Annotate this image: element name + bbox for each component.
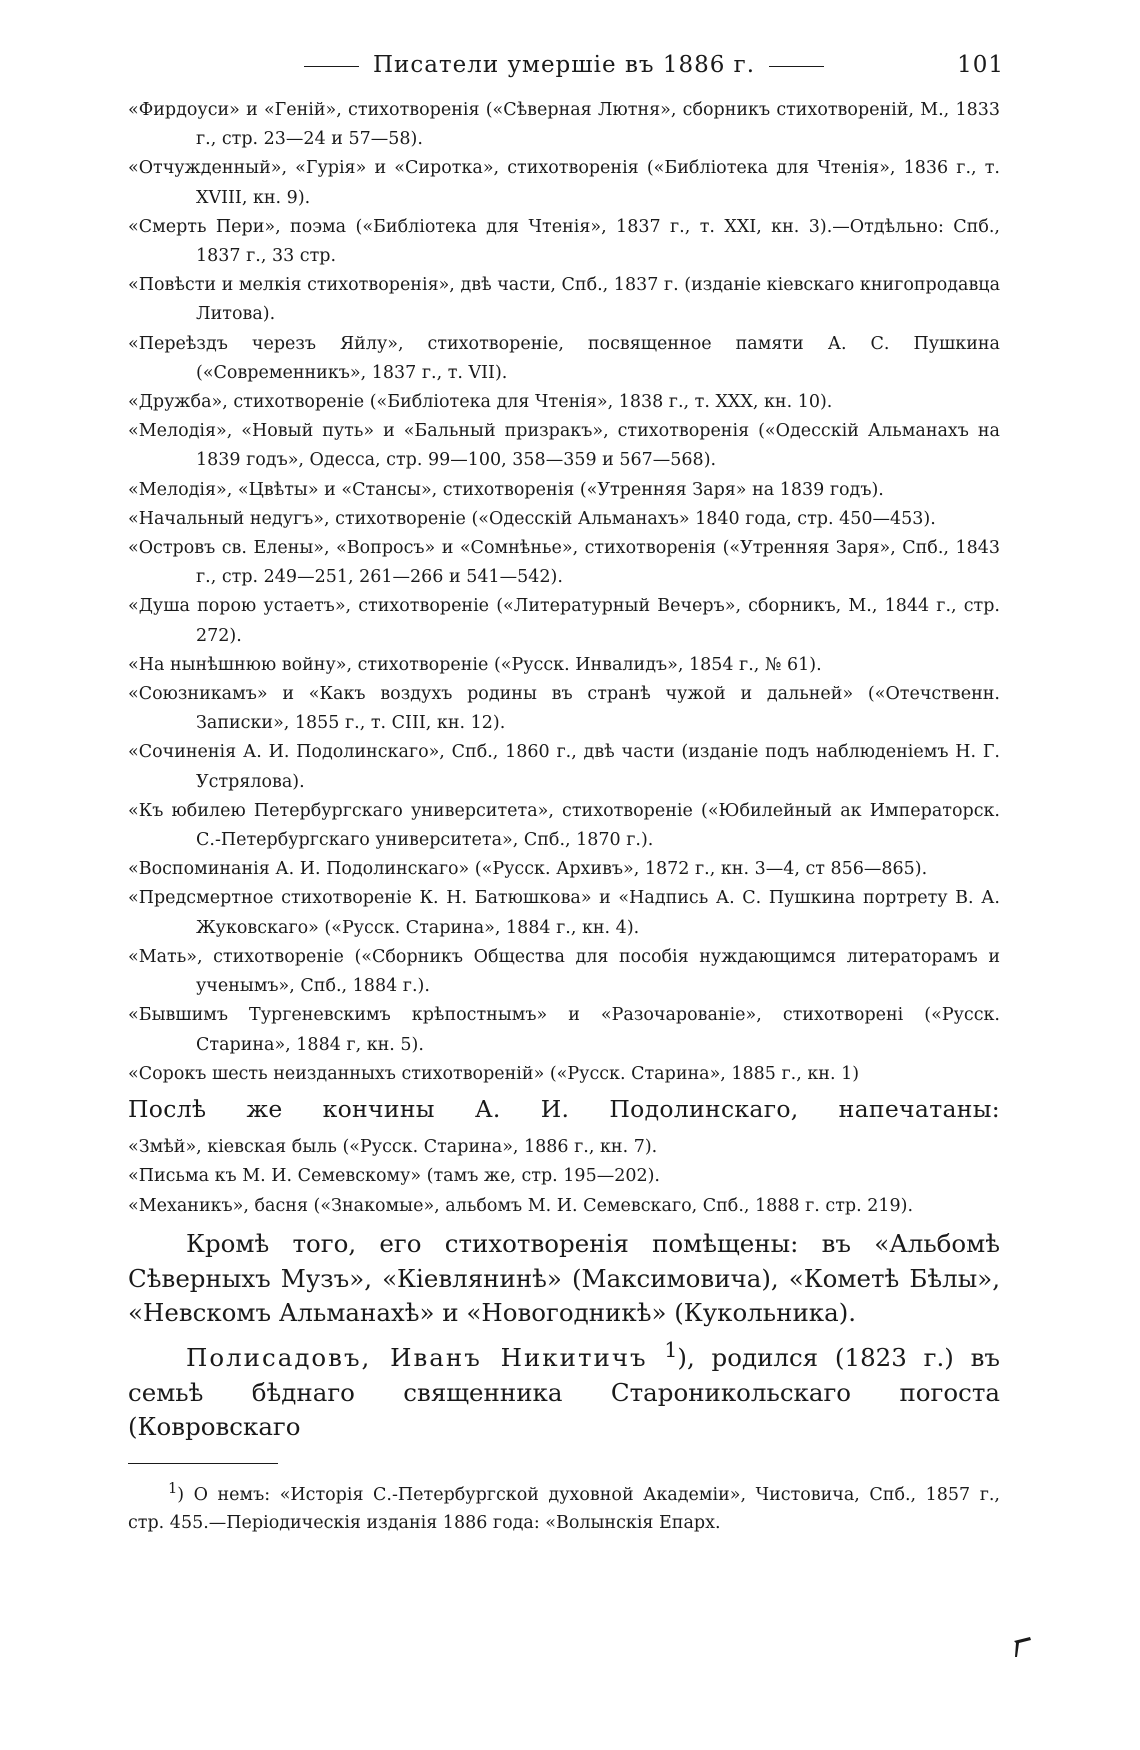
bibliography-entry: «Воспоминанія А. И. Подолинскаго» («Русск. Архивъ», 1872 г., кн. 3—4, ст 856—865). (128, 859, 928, 880)
posthumous-list (128, 1133, 1000, 1222)
footnote-marker: 1 (168, 1479, 178, 1497)
bibliography-entry: «Механикъ», басня («Знакомые», альбомъ М. И. Семевскаго, Спб., 1888 г. стр. 219). (128, 1195, 914, 1216)
footnote-text: ) О немъ: «Исторія С.-Петербургской духовной Академіи», Чистовича, Спб., 1857 г., стр. 455.—Періодическія изданія 1886 года: «Волынскія Епарх. (128, 1484, 1000, 1534)
bibliography-entry: «Союзникамъ» и «Какъ воздухъ родины въ странѣ чужой и дальней» («Отечственн. Записки», 1855 г., т. CIII, кн. 12). (128, 684, 1000, 734)
bibliography-entry: «Змѣй», кіевская быль («Русск. Старина», 1886 г., кн. 7). (128, 1136, 658, 1157)
paragraph-additional-publications: Кромѣ того, его стихотворенія помѣщены: въ «Альбомѣ Сѣверныхъ Музъ», «Кіевлянинѣ» (Максимовича), «Кометѣ Бѣлы», «Невскомъ Альманахѣ» и «Новогодникѣ» (Кукольника). (128, 1229, 1000, 1328)
bibliography-entry: «Островъ св. Елены», «Вопросъ» и «Сомнѣнье», стихотворенія («Утренняя Заря», Спб., 1843 г., стр. 249—251, 261—266 и 541—542). (128, 538, 1000, 588)
footnote (128, 1474, 1000, 1539)
bibliography-entry: «Сочиненія А. И. Подолинскаго», Спб., 1860 г., двѣ части (изданіе подъ наблюденіемъ Н. Г. Устрялова). (128, 742, 1000, 792)
ink-blot-mark (1010, 1631, 1032, 1659)
running-header (128, 52, 1004, 92)
bibliography-entry: «Мать», стихотвореніе («Сборникъ Общества для пособія нуждающимся литераторамъ и ученымъ», Спб., 1884 г.). (128, 946, 1000, 997)
bibliography-entry: «Повѣсти и мелкія стихотворенія», двѣ части, Спб., 1837 г. (изданіе кіевскаго книгопродавца Литова). (128, 275, 1000, 325)
footnote-divider (128, 1463, 278, 1464)
bibliography-entry: «Къ юбилею Петербургскаго университета», стихотвореніе («Юбилейный ак Императорск. С.-Петербургскаго университета», Спб., 1870 г.). (128, 800, 1000, 851)
bibliography-list (128, 96, 1000, 1089)
bibliography-entry: «Смерть Пери», поэма («Библіотека для Чтенія», 1837 г., т. XXI, кн. 3).—Отдѣльно: Спб., 1837 г., 33 стр. (128, 216, 1000, 267)
footnote-reference[interactable]: 1 (664, 1337, 678, 1362)
bibliography-entry: «Переѣздъ черезъ Яйлу», стихотвореніе, посвященное памяти А. С. Пушкина («Современникъ», 1837 г., т. VII). (128, 333, 1000, 383)
bibliography-entry: «Отчужденный», «Гурія» и «Сиротка», стихотворенія («Библіотека для Чтенія», 1836 г., т. XVIII, кн. 9). (128, 158, 1000, 208)
bibliography-entry: «Мелодія», «Цвѣты» и «Стансы», стихотворенія («Утренняя Заря» на 1839 годъ). (128, 479, 884, 500)
person-name: Полисадовъ, Иванъ Никитичъ (186, 1343, 648, 1373)
page-number: 101 (957, 52, 1004, 78)
bibliography-entry: «Мелодія», «Новый путь» и «Бальный призракъ», стихотворенія («Одесскій Альманахъ на 1839 годъ», Одесса, стр. 99—100, 358—359 и 567—568). (128, 421, 1000, 471)
bibliography-entry: «Начальный недугъ», стихотвореніе («Одесскій Альманахъ» 1840 года, стр. 450—453). (128, 508, 936, 529)
bibliography-entry: «Дружба», стихотвореніе («Библіотека для Чтенія», 1838 г., т. XXX, кн. 10). (128, 392, 833, 413)
bibliography-entry: «Сорокъ шесть неизданныхъ стихотвореній» («Русск. Старина», 1885 г., кн. 1) (128, 1063, 860, 1084)
bibliography-entry: «Бывшимъ Тургеневскимъ крѣпостнымъ» и «Разочарованіе», стихотворені («Русск. Старина», 1884 г, кн. 5). (128, 1005, 1000, 1055)
bibliography-entry: «Предсмертное стихотвореніе К. Н. Батюшкова» и «Надпись А. С. Пушкина портрету В. А. Жуковскаго» («Русск. Старина», 1884 г., кн. 4). (128, 888, 1000, 938)
bibliography-entry: «Душа порою устаетъ», стихотвореніе («Литературный Вечеръ», сборникъ, М., 1844 г., стр. 272). (128, 596, 1000, 646)
header-rule-left (304, 66, 359, 67)
bibliography-entry: «На нынѣшнюю войну», стихотвореніе («Русск. Инвалидъ», 1854 г., № 61). (128, 654, 822, 675)
header-rule-right (769, 66, 824, 67)
paragraph-text: ), родился (1823 г.) въ семьѣ бѣднаго священника Староникольскаго погоста (Ковровскаго (128, 1343, 1000, 1442)
bibliography-entry: «Фирдоуси» и «Геній», стихотворенія («Сѣверная Лютня», сборникъ стихотвореній, М., 1833 г., стр. 23—24 и 57—58). (128, 100, 1000, 150)
paragraph-polisadov (128, 1333, 1000, 1445)
bibliography-entry: «Письма къ М. И. Семевскому» (тамъ же, стр. 195—202). (128, 1166, 660, 1187)
running-title: Писатели умершіе въ 1886 г. (372, 52, 756, 78)
section-subheading: Послѣ же кончины А. И. Подолинскаго, напечатаны: (128, 1094, 1000, 1123)
